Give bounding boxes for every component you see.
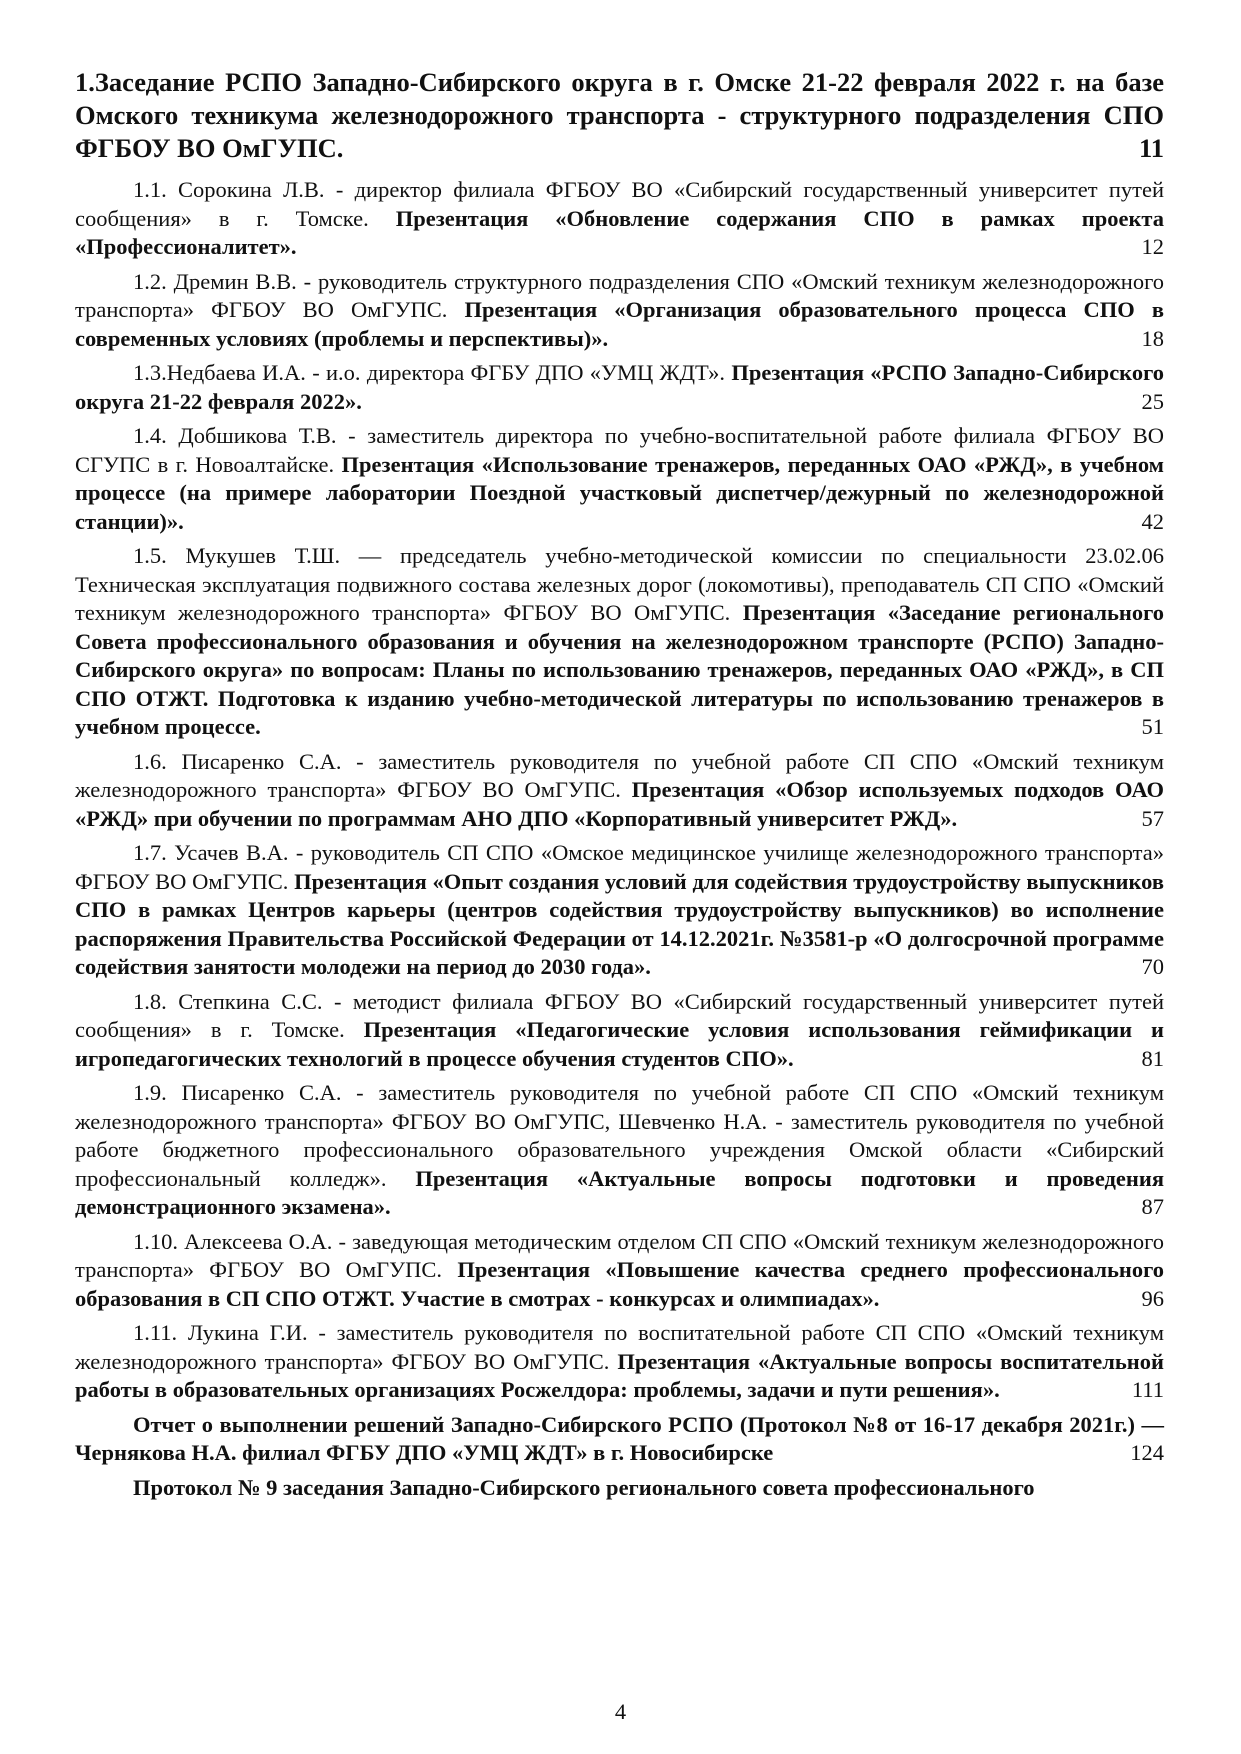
entry-text: Сорокина Л.В. - директор филиала ФГБОУ ВО «Сибирский государственный университет путей сообщения» в г. Томске.: [75, 177, 1164, 231]
entry-text: Дремин В.В. - руководитель структурного подразделения СПО «Омский техникум железнодорожного транспорта» ФГБОУ ВО ОмГУПС.: [75, 268, 1165, 322]
entry-number: 1.2.: [133, 268, 167, 294]
protocol-text: Протокол № 9 заседания Западно-Сибирского регионального совета профессионального: [133, 1474, 1035, 1500]
entry-presentation-title: Презентация «РСПО Западно-Сибирского округа 21-22 февраля 2022».: [75, 360, 1165, 414]
entry-number: 1.10.: [133, 1228, 178, 1254]
entry-page-number: 51: [1141, 714, 1164, 739]
toc-entry-1-5: [75, 542, 1164, 742]
entry-text: Лукина Г.И. - заместитель руководителя по воспитательной работе СП СПО «Омский техникум железнодорожного транспорта» ФГБОУ ВО ОмГУПС.: [75, 1320, 1164, 1374]
section-heading: [75, 66, 1164, 165]
toc-entry-1-11: [75, 1319, 1164, 1405]
entry-text: Добшикова Т.В. - заместитель директора по учебно-воспитательной работе филиала ФГБОУ ВО СГУПС в г. Новоалтайске.: [75, 423, 1165, 477]
entry-number: 1.9.: [133, 1080, 167, 1105]
entry-number: 1.5.: [133, 543, 167, 568]
entry-page-number: 70: [1141, 954, 1164, 979]
entry-page-number: 81: [1141, 1045, 1164, 1071]
toc-entry-1-7: [75, 839, 1164, 982]
entry-page-number: 42: [1141, 508, 1164, 534]
entry-presentation-title: Презентация «Актуальные вопросы воспитательной работы в образовательных организациях Росжелдора: проблемы, задачи и пути решения».: [75, 1348, 1164, 1402]
toc-entry-1-6: [75, 748, 1164, 834]
section-page-number: 11: [1138, 133, 1164, 163]
toc-entry-1-2: [75, 268, 1164, 354]
report-text: Отчет о выполнении решений Западно-Сибирского РСПО (Протокол №8 от 16-17 декабря 2021г.) — Чернякова Н.А. филиал ФГБУ ДПО «УМЦ ЖДТ» в г. Новосибирске: [75, 1411, 1164, 1465]
entry-number: 1.4.: [133, 423, 167, 448]
entry-number: 1.8.: [133, 988, 167, 1014]
entry-page-number: 18: [1141, 325, 1164, 351]
entry-presentation-title: Презентация «Заседание регионального Совета профессионального образования и обучения на железнодорожном транспорте (РСПО) Западно-Сибирского округа» по вопросам: Планы по использованию тренажеров, переданных ОАО «РЖД», в СП СПО ОТЖТ. Подготовка к изданию учебно-методической литературы по использованию тренажеров в учебном процессе.: [75, 600, 1165, 739]
entry-page-number: 25: [1141, 388, 1164, 414]
entry-text: Недбаева И.А. - и.о. директора ФГБУ ДПО «УМЦ ЖДТ».: [166, 360, 726, 385]
entry-presentation-title: Презентация «Педагогические условия использования геймификации и игропедагогических технологий в процессе обучения студентов СПО».: [75, 1017, 1164, 1071]
toc-entry-1-9: [75, 1079, 1164, 1222]
entry-text: Алексеева О.А. - заведующая методическим отделом СП СПО «Омский техникум железнодорожного транспорта» ФГБОУ ВО ОмГУПС.: [75, 1228, 1165, 1282]
entry-presentation-title: Презентация «Использование тренажеров, переданных ОАО «РЖД», в учебном процессе (на примере лаборатории Поездной участковый диспетчер/дежурный по железнодорожной станции)».: [75, 451, 1165, 534]
entry-page-number: 57: [1141, 805, 1164, 831]
entry-text: Писаренко С.А. - заместитель руководителя по учебной работе СП СПО «Омский техникум железнодорожного транспорта» ФГБОУ ВО ОмГУПС, Шевченко Н.А. - заместитель руководителя по учебной работе бюджетного профессионального образовательного учреждения Омской области «Сибирский профессиональный колледж».: [75, 1080, 1165, 1191]
entry-number: 1.11.: [133, 1320, 178, 1345]
entry-number: 1.6.: [133, 748, 167, 774]
toc-entry-protocol: [75, 1474, 1164, 1503]
entry-number: 1.3.: [133, 360, 167, 385]
toc-entry-report: [75, 1411, 1164, 1468]
page-footer-number: 4: [614, 1699, 627, 1724]
entry-text: Степкина С.С. - методист филиала ФГБОУ ВО «Сибирский государственный университет путей сообщения» в г. Томске.: [75, 988, 1164, 1042]
toc-entry-1-4: [75, 422, 1164, 536]
entry-page-number: 111: [1131, 1377, 1164, 1402]
entry-presentation-title: Презентация «Обновление содержания СПО в рамках проекта «Профессионалитет».: [75, 205, 1164, 259]
entry-text: Мукушев Т.Ш. — председатель учебно-методической комиссии по специальности 23.02.06 Техническая эксплуатация подвижного состава железных дорог (локомотивы), преподаватель СП СПО «Омский техникум железнодорожного транспорта» ФГБОУ ВО ОмГУПС.: [75, 543, 1165, 625]
entry-presentation-title: Презентация «Организация образовательного процесса СПО в современных условиях (проблемы и перспективы)».: [75, 297, 1164, 351]
entry-page-number: 87: [1141, 1194, 1164, 1219]
entry-presentation-title: Презентация «Актуальные вопросы подготовки и проведения демонстрационного экзамена».: [75, 1165, 1164, 1219]
entry-presentation-title: Презентация «Опыт создания условий для содействия трудоустройству выпускников СПО в рамках Центров карьеры (центров содействия трудоустройству выпускников) во исполнение распоряжения Правительства Российской Федерации от 14.12.2021г. №3581-р «О долгосрочной программе содействия занятости молодежи на период до 2030 года».: [75, 868, 1164, 979]
entry-presentation-title: Презентация «Обзор используемых подходов ОАО «РЖД» при обучении по программам АНО ДПО «Корпоративный университет РЖД».: [75, 777, 1165, 831]
toc-entry-1-3: [75, 359, 1164, 416]
entry-text: Усачев В.А. - руководитель СП СПО «Омское медицинское училище железнодорожного транспорта» ФГБОУ ВО ОмГУПС.: [75, 840, 1164, 894]
document-page: [75, 66, 1164, 1508]
entry-number: 1.7.: [133, 840, 167, 865]
entry-text: Писаренко С.А. - заместитель руководителя по учебной работе СП СПО «Омский техникум железнодорожного транспорта» ФГБОУ ВО ОмГУПС.: [75, 748, 1165, 802]
toc-entry-1-8: [75, 988, 1164, 1074]
entry-number: 1.1.: [133, 177, 167, 202]
entry-page-number: 96: [1141, 1285, 1164, 1311]
entry-presentation-title: Презентация «Повышение качества среднего профессионального образования в СП СПО ОТЖТ. Участие в смотрах - конкурсах и олимпиадах».: [75, 1257, 1164, 1311]
entry-page-number: 12: [1141, 234, 1164, 259]
report-page-number: 124: [1130, 1440, 1164, 1465]
toc-entry-1-1: [75, 176, 1164, 262]
section-title: 1.Заседание РСПО Западно-Сибирского округа в г. Омске 21-22 февраля 2022 г. на базе Омского техникума железнодорожного транспорта - структурного подразделения СПО ФГБОУ ВО ОмГУПС.: [75, 67, 1164, 163]
toc-entry-1-10: [75, 1228, 1164, 1314]
